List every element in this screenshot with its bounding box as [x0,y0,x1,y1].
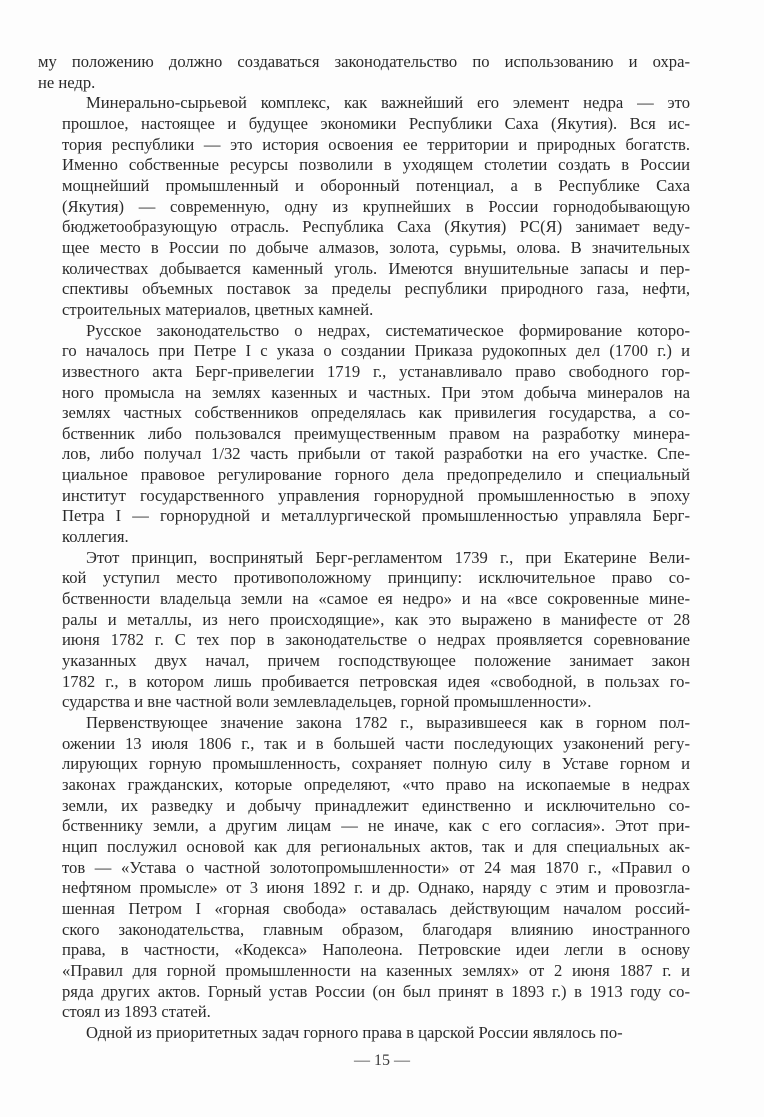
text-line: му положению должно создаваться законодательство по использованию и охра- [38,52,690,71]
text-line: прошлое, настоящее и будущее экономики Республики Саха (Якутия). Вся ис- [62,113,690,133]
text-line: нефтяном промысле» от 3 июня 1892 г. и др. Однако, наряду с этим и провозгла- [62,878,690,898]
text-line: мощнейший промышленный и оборонный потенциал, а в Республике Саха [62,175,690,195]
text-line: тов — «Устава о частной золотопромышленности» от 24 мая 1870 г., «Правил о [62,857,690,877]
text-line: ского законодательства, главным образом, благодаря влиянию иностранного [62,919,690,939]
text-line: права, в частности, «Кодекса» Наполеона. Петровские идеи легли в основу [62,940,690,960]
text-line: Одной из приоритетных задач горного права в царской России являлось по- [86,1022,623,1042]
text-line: строительных материалов, цветных камней. [62,299,374,319]
text-line: ралы и металлы, из него происходящие», как это выражено в манифесте от 28 [62,609,690,629]
text-line: Этот принцип, воспринятый Берг-регламентом 1739 г., при Екатерине Вели- [86,547,690,567]
text-line: циальное правовое регулирование горного дела предопределило и специальный [62,465,690,485]
text-line: июня 1782 г. С тех пор в законодательстве о недрах проявляется соревнование [62,630,690,650]
text-line: ного промысла на землях казенных и частных. При этом добыча минералов на [62,382,690,402]
paragraph [38,93,690,320]
text-line: институт государственного управления горнорудной промышленностью в эпоху [62,485,690,505]
text-line: кой уступил место противоположному принципу: исключительное право со- [62,568,690,588]
text-line: 1782 г., в котором лишь пробивается петровская идея «свободной, в пользах го- [62,671,690,691]
text-line: лов, либо получал 1/32 часть прибыли от такой разработки на его участке. Спе- [62,444,690,464]
text-line: щее место в России по добыче алмазов, золота, сурьмы, олова. В значительных [62,237,690,257]
text-line: земли, их разведку и добычу принадлежит единственно и исключительно со- [62,795,690,815]
text-line: го началось при Петре I с указа о создании Приказа рудокопных дел (1700 г.) и [62,341,690,361]
text-line: шенная Петром I «горная свобода» оставалась действующим началом россий- [62,898,690,918]
paragraph [38,548,690,713]
text-line: спективы объемных поставок за пределы республики природного газа, нефти, [62,279,690,299]
text-line: (Якутия) — современную, одну из крупнейших в России горнодобывающую [62,196,690,216]
text-line: бственник либо пользовался преимущественным правом на разработку минера- [62,423,690,443]
text-line: стоял из 1893 статей. [62,1002,211,1022]
paragraph [38,1023,690,1044]
text-line: «Правил для горной промышленности на казенных землях» от 2 июня 1887 г. и [62,960,690,980]
text-line: ряда других актов. Горный устав России (он был принят в 1893 г.) в 1913 году со- [62,981,690,1001]
paragraph [38,52,690,93]
body-text [38,52,690,1044]
text-line: указанных двух начал, причем господствующее положение занимает закон [62,651,690,671]
text-line: Первенствующее значение закона 1782 г., выразившееся как в горном пол- [86,713,690,732]
text-line: коллегия. [62,527,129,547]
text-line: Именно собственные ресурсы позволили в уходящем столетии создать в России [62,155,690,175]
text-line: не недр. [38,72,96,92]
paragraph [38,321,690,548]
page-number: — 15 — [354,1052,410,1069]
text-line: известного акта Берг-привелегии 1719 г., устанавливало право свободного гор- [62,361,690,381]
text-line: ожении 13 июля 1806 г., так и в большей части последующих узаконений регу- [62,733,690,753]
text-line: Петра I — горнорудной и металлургической промышленностью управляла Берг- [62,506,690,526]
text-line: землях частных собственников определялась как привилегия государства, а со- [62,403,690,423]
text-line: лирующих горную промышленность, сохраняет полную силу в Уставе горном и [62,754,690,774]
text-line: тория республики — это история освоения ее территории и природных богатств. [62,134,690,154]
text-line: бюджетообразующую отрасль. Республика Саха (Якутия) РС(Я) занимает веду- [62,217,690,237]
text-line: Минерально-сырьевой комплекс, как важнейший его элемент недра — это [86,93,690,113]
text-line: бственности владельца земли на «самое ея недро» и на «все сокровенные мине- [62,589,690,609]
text-line: бственнику земли, а другим лицам — не иначе, как с его согласия». Этот при- [62,816,690,836]
text-line: нцип послужил основой как для региональных актов, так и для специальных ак- [62,836,690,856]
text-line: законах гражданских, которые определяют, «что право на ископаемые в недрах [62,774,690,794]
text-line: количествах добывается каменный уголь. Имеются внушительные запасы и пер- [62,258,690,278]
text-line: сударства и вне частной воли землевладельцев, горной промышленности». [62,692,592,712]
paragraph [38,713,690,1023]
text-line: Русское законодательство о недрах, систематическое формирование которо- [86,320,690,340]
